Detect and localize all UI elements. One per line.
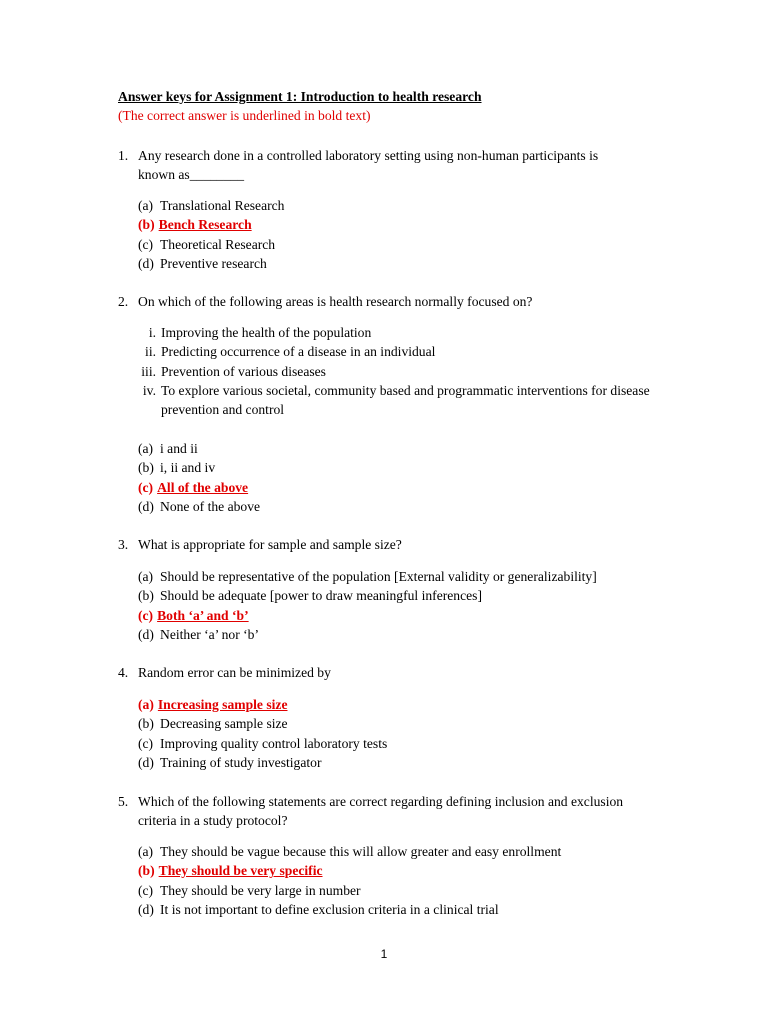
option-c: (c) Improving quality control laboratory tests xyxy=(138,735,388,751)
option-b: (b) Should be adequate [power to draw meaningful inferences] xyxy=(138,588,482,604)
statements-list xyxy=(132,323,652,419)
document-subtitle: (The correct answer is underlined in bold text) xyxy=(118,108,371,123)
statement-i: i. Improving the health of the population xyxy=(148,325,372,340)
options-list xyxy=(138,842,638,919)
question-number: 2. xyxy=(118,294,129,309)
option-a-correct: (a) Increasing sample size xyxy=(138,697,288,712)
question-text: On which of the following areas is health research normally focused on? xyxy=(138,294,533,309)
option-a: (a) i and ii xyxy=(138,441,198,456)
question-number: 5. xyxy=(118,794,129,809)
option-a: (a) Should be representative of the population [External validity or generalizability] xyxy=(138,569,597,584)
question-1 xyxy=(118,146,638,185)
question-4 xyxy=(118,663,638,682)
option-a: (a) They should be vague because this will allow greater and easy enrollment xyxy=(138,844,562,859)
option-c-correct: (c) All of the above xyxy=(138,479,249,495)
option-c-correct: (c) Both ‘a’ and ‘b’ xyxy=(138,607,249,623)
question-2 xyxy=(118,292,638,311)
option-b-correct: (b) They should be very specific xyxy=(138,863,323,879)
option-c: (c) Theoretical Research xyxy=(138,236,276,252)
option-a: (a) Translational Research xyxy=(138,198,285,213)
question-5 xyxy=(118,792,638,831)
options-list xyxy=(138,695,638,772)
option-d: (d) Preventive research xyxy=(138,255,267,271)
option-d: (d) Training of study investigator xyxy=(138,754,322,770)
question-text: Any research done in a controlled laboratory setting using non-human participants is known as________ xyxy=(138,148,599,183)
option-b-correct: (b) Bench Research xyxy=(138,217,252,233)
question-text: Random error can be minimized by xyxy=(138,665,331,680)
options-list xyxy=(138,439,638,516)
statement-iv: iv. To explore various societal, community based and programmatic interventions for disease prevention and control xyxy=(142,382,650,418)
option-b: (b) i, ii and iv xyxy=(138,460,216,476)
question-number: 1. xyxy=(118,148,129,163)
option-b: (b) Decreasing sample size xyxy=(138,716,288,732)
question-3 xyxy=(118,535,638,554)
statement-ii: ii. Predicting occurrence of a disease in an individual xyxy=(145,344,436,360)
option-d: (d) It is not important to define exclusion criteria in a clinical trial xyxy=(138,901,499,917)
option-d: (d) None of the above xyxy=(138,498,261,514)
statement-iii: iii. Prevention of various diseases xyxy=(141,363,326,379)
question-number: 3. xyxy=(118,537,129,552)
options-list xyxy=(138,567,638,644)
options-list xyxy=(138,196,638,273)
question-text: Which of the following statements are correct regarding defining inclusion and exclusion criteria in a study protocol? xyxy=(138,794,624,829)
option-d: (d) Neither ‘a’ nor ‘b’ xyxy=(138,626,260,642)
option-c: (c) They should be very large in number xyxy=(138,882,361,898)
question-number: 4. xyxy=(118,665,129,680)
document-title: Answer keys for Assignment 1: Introduction to health research xyxy=(118,89,482,104)
question-text: What is appropriate for sample and sample size? xyxy=(138,537,402,552)
page-number: 1 xyxy=(380,947,388,961)
